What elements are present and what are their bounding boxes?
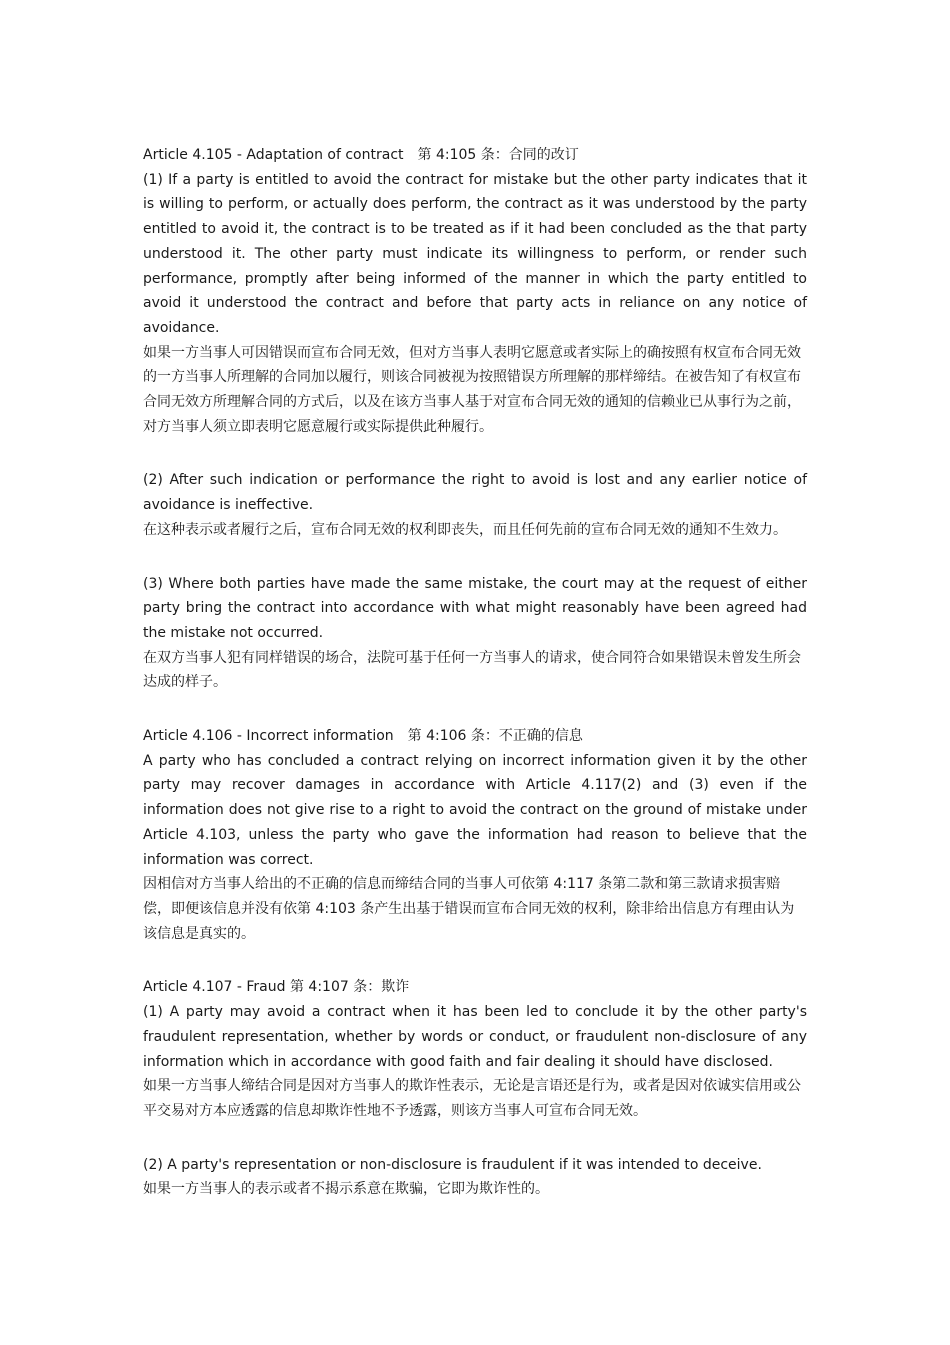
- document-page: [143, 143, 807, 1202]
- article-4-105: [143, 143, 807, 695]
- article-heading: Article 4.107 - Fraud 第 4:107 条：欺诈: [143, 979, 410, 996]
- article-heading: Article 4.106 - Incorrect information 第 4:106 条：不正确的信息: [143, 728, 583, 745]
- paragraph-chinese: 在双方当事人犯有同样错误的场合，法院可基于任何一方当事人的请求，使合同符合如果错误未曾发生所会达成的样子。: [143, 649, 801, 691]
- paragraph-spacer: [143, 1124, 807, 1153]
- paragraph-spacer: [143, 543, 807, 572]
- article-4-106: [143, 724, 807, 946]
- paragraph-chinese: 如果一方当事人的表示或者不揭示系意在欺骗，它即为欺诈性的。: [143, 1181, 549, 1198]
- paragraph-english: (1) A party may avoid a contract when it has been led to conclude it by the other party's fraudulent representation, whether by words or conduct, or fraudulent non-disclosure of any information which in accordance with good faith and fair dealing it should have disclosed.: [143, 1004, 807, 1070]
- paragraph-chinese: 在这种表示或者履行之后，宣布合同无效的权利即丧失，而且任何先前的宣布合同无效的通知不生效力。: [143, 521, 787, 538]
- article-4-107: [143, 975, 807, 1202]
- paragraph-english: (2) After such indication or performance the right to avoid is lost and any earlier notice of avoidance is ineffective.: [143, 472, 807, 514]
- paragraph-english: A party who has concluded a contract relying on incorrect information given it by the other party may recover damages in accordance with Article 4.117(2) and (3) even if the information does not give rise to a right to avoid the contract on the ground of mistake under Article 4.103, unless the party who gave the information had reason to believe that the information was correct.: [143, 752, 807, 868]
- paragraph-english: (3) Where both parties have made the same mistake, the court may at the request of either party bring the contract into accordance with what might reasonably have been agreed had the mistake not occurred.: [143, 575, 807, 641]
- article-spacer: [143, 946, 807, 975]
- paragraph-chinese: 因相信对方当事人给出的不正确的信息而缔结合同的当事人可依第 4:117 条第二款和第三款请求损害赔偿，即便该信息并没有依第 4:103 条产生出基于错误而宣布合同无效的权利，除非给出信息方有理由认为该信息是真实的。: [143, 876, 795, 942]
- paragraph-english: (1) If a party is entitled to avoid the contract for mistake but the other party indicates that it is willing to perform, or actually does perform, the contract as it was understood by the party entitled to avoid it, the contract is to be treated as if it had been concluded as the that party understood it. The other party must indicate its willingness to perform, or render such performance, promptly after being informed of the manner in which the party entitled to avoid it understood the contract and before that party acts in reliance on any notice of avoidance.: [143, 171, 807, 336]
- article-heading: Article 4.105 - Adaptation of contract 第 4:105 条：合同的改订: [143, 147, 579, 163]
- article-spacer: [143, 695, 807, 724]
- paragraph-chinese: 如果一方当事人可因错误而宣布合同无效，但对方当事人表明它愿意或者实际上的确按照有权宣布合同无效的一方当事人所理解的合同加以履行，则该合同被视为按照错误方所理解的那样缔结。在被告知了有权宣布合同无效方所理解合同的方式后，以及在该方当事人基于对宣布合同无效的通知的信赖业已从事行为之前，对方当事人须立即表明它愿意履行或实际提供此种履行。: [143, 344, 801, 435]
- paragraph-chinese: 如果一方当事人缔结合同是因对方当事人的欺诈性表示，无论是言语还是行为，或者是因对依诚实信用或公平交易对方本应透露的信息却欺诈性地不予透露，则该方当事人可宣布合同无效。: [143, 1078, 801, 1119]
- paragraph-english: (2) A party's representation or non-disclosure is fraudulent if it was intended to deceive.: [143, 1156, 762, 1173]
- paragraph-spacer: [143, 439, 807, 468]
